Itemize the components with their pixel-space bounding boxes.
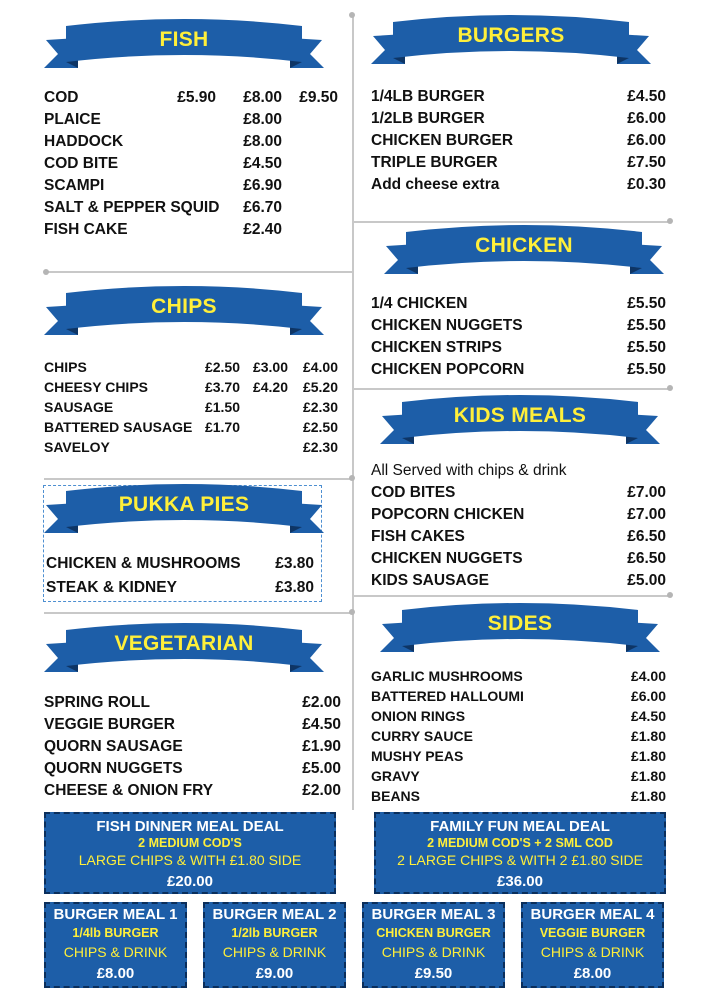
menu-row: [44, 155, 344, 177]
menu-row: [371, 132, 666, 154]
menu-row: [371, 688, 666, 708]
item-price: £1.80: [630, 768, 666, 784]
item-name: MUSHY PEAS: [371, 748, 464, 764]
pies-section: [46, 555, 316, 603]
menu-row: [371, 788, 666, 808]
item-price: £5.50: [627, 361, 666, 378]
section-divider: [354, 388, 670, 390]
item-name: CHEESE & ONION FRY: [44, 782, 214, 799]
item-price: £2.30: [302, 399, 338, 415]
item-name: 1/4 CHICKEN: [371, 295, 468, 312]
deal-line: 2 LARGE CHIPS & WITH 2 £1.80 SIDE: [397, 852, 643, 868]
divider-dot: [667, 592, 673, 598]
section-divider: [354, 595, 670, 597]
item-price: £1.50: [204, 399, 240, 415]
deal-line: 2 MEDIUM COD'S + 2 SML COD: [427, 836, 613, 850]
item-price: £6.00: [627, 132, 666, 149]
vegetarian-section: [44, 694, 341, 804]
divider-dot: [349, 475, 355, 481]
item-name: 1/4LB BURGER: [371, 88, 485, 105]
deal-price: £8.00: [573, 965, 612, 982]
item-price: £2.00: [302, 694, 341, 711]
chicken-title: CHICKEN: [475, 234, 573, 257]
item-price: £0.30: [627, 176, 666, 193]
item-price: £1.80: [630, 728, 666, 744]
menu-row: [371, 768, 666, 788]
item-name: CHIPS: [44, 359, 87, 375]
deal-title: BURGER MEAL 2: [212, 906, 337, 923]
item-name: CHICKEN NUGGETS: [371, 550, 523, 567]
divider-dot: [349, 609, 355, 615]
item-price: £7.00: [627, 484, 666, 501]
item-price: £3.80: [275, 555, 314, 572]
fish-title: FISH: [159, 28, 209, 51]
kids-section: [371, 462, 666, 594]
deal-item: VEGGIE BURGER: [539, 926, 646, 940]
item-price: £5.50: [627, 339, 666, 356]
menu-row: [371, 550, 666, 572]
deal-price: £8.00: [96, 965, 135, 982]
menu-row: [371, 484, 666, 506]
item-name: VEGGIE BURGER: [44, 716, 175, 733]
item-name: GARLIC MUSHROOMS: [371, 668, 523, 684]
item-price: £4.50: [243, 155, 282, 172]
item-name: CURRY SAUCE: [371, 728, 473, 744]
burger-meal-2: [203, 902, 346, 988]
menu-row: [371, 295, 666, 317]
item-name: BEANS: [371, 788, 421, 804]
deal-extra: CHIPS & DRINK: [63, 944, 168, 960]
item-name: COD BITES: [371, 484, 456, 501]
kids-title: KIDS MEALS: [453, 404, 587, 427]
item-name: FISH CAKE: [44, 221, 128, 238]
item-price: £1.90: [302, 738, 341, 755]
item-name: COD: [44, 89, 79, 106]
menu-row: [371, 176, 666, 198]
menu-row: [46, 555, 316, 579]
menu-row: [371, 110, 666, 132]
item-price: £5.20: [302, 379, 338, 395]
item-name: QUORN NUGGETS: [44, 760, 183, 777]
deal-title: BURGER MEAL 1: [53, 906, 178, 923]
menu-row: [371, 728, 666, 748]
item-name: KIDS SAUSAGE: [371, 572, 489, 589]
menu-row: [44, 782, 341, 804]
item-price: £6.50: [627, 550, 666, 567]
menu-row: [371, 748, 666, 768]
menu-row: [44, 221, 344, 243]
item-price: £2.50: [204, 359, 240, 375]
menu-row: [371, 668, 666, 688]
item-price: £9.50: [299, 89, 338, 106]
item-name: SCAMPI: [44, 177, 105, 194]
family-fun-deal: [374, 812, 666, 894]
fish-banner: [44, 16, 324, 80]
menu-row: [46, 579, 316, 603]
burger-meal-3: [362, 902, 505, 988]
divider-dot: [43, 269, 49, 275]
deal-title: BURGER MEAL 3: [371, 906, 496, 923]
item-name: COD BITE: [44, 155, 119, 172]
divider-dot: [349, 12, 355, 18]
section-divider: [44, 271, 352, 273]
menu-row: [44, 89, 344, 111]
deal-price: £36.00: [497, 873, 543, 890]
chicken-banner: [384, 222, 664, 286]
item-price: £4.00: [630, 668, 666, 684]
item-price: £2.00: [302, 782, 341, 799]
item-name: 1/2LB BURGER: [371, 110, 485, 127]
item-name: SPRING ROLL: [44, 694, 150, 711]
item-name: Add cheese extra: [371, 176, 500, 193]
chips-title: CHIPS: [151, 295, 217, 318]
divider-dot: [667, 218, 673, 224]
vegetarian-banner: [44, 620, 324, 684]
chips-banner: [44, 283, 324, 347]
item-price: £5.00: [302, 760, 341, 777]
menu-row: [44, 439, 344, 459]
deal-item: 1/4lb BURGER: [72, 926, 159, 940]
menu-row: [44, 199, 344, 221]
item-name: HADDOCK: [44, 133, 124, 150]
item-name: CHICKEN POPCORN: [371, 361, 525, 378]
item-price: £6.50: [627, 528, 666, 545]
item-name: SAUSAGE: [44, 399, 114, 415]
kids-banner: [380, 392, 660, 456]
sides-banner: [380, 600, 660, 664]
menu-row: [371, 339, 666, 361]
section-divider: [44, 478, 352, 480]
chicken-section: [371, 295, 666, 383]
item-name: CHICKEN & MUSHROOMS: [46, 555, 241, 572]
deal-price: £20.00: [167, 873, 213, 890]
fish-dinner-deal: [44, 812, 336, 894]
menu-row: [371, 708, 666, 728]
item-price: £5.00: [627, 572, 666, 589]
column-divider: [352, 14, 354, 810]
menu-row: [44, 694, 341, 716]
item-price: £1.70: [204, 419, 240, 435]
menu-row: [44, 133, 344, 155]
deal-extra: CHIPS & DRINK: [222, 944, 327, 960]
item-price: £6.90: [243, 177, 282, 194]
burger-meal-1: [44, 902, 187, 988]
item-price: £8.00: [243, 111, 282, 128]
item-name: CHICKEN BURGER: [371, 132, 514, 149]
deal-title: FISH DINNER MEAL DEAL: [96, 818, 284, 835]
menu-row: [371, 154, 666, 176]
item-price: £4.20: [252, 379, 288, 395]
item-name: GRAVY: [371, 768, 420, 784]
item-name: QUORN SAUSAGE: [44, 738, 183, 755]
item-name: FISH CAKES: [371, 528, 465, 545]
item-name: STEAK & KIDNEY: [46, 579, 177, 596]
burgers-banner: [371, 12, 651, 76]
item-name: CHICKEN STRIPS: [371, 339, 502, 356]
menu-row: [371, 572, 666, 594]
item-price: £8.00: [243, 133, 282, 150]
item-price: £3.80: [275, 579, 314, 596]
menu-row: [44, 379, 344, 399]
item-price: £4.50: [630, 708, 666, 724]
vegetarian-title: VEGETARIAN: [114, 632, 254, 655]
deal-line: LARGE CHIPS & WITH £1.80 SIDE: [78, 852, 302, 868]
item-price: £4.50: [302, 716, 341, 733]
item-name: TRIPLE BURGER: [371, 154, 498, 171]
item-price: £8.00: [243, 89, 282, 106]
menu-row: [371, 506, 666, 528]
pies-banner: [44, 481, 324, 545]
divider-dot: [667, 385, 673, 391]
deal-item: CHICKEN BURGER: [376, 926, 491, 940]
fish-section: [44, 89, 344, 243]
menu-row: [371, 361, 666, 383]
item-price: £5.90: [177, 89, 216, 106]
item-price: £1.80: [630, 788, 666, 804]
item-price: £3.70: [204, 379, 240, 395]
item-price: £4.50: [627, 88, 666, 105]
item-price: £4.00: [302, 359, 338, 375]
item-price: £6.70: [243, 199, 282, 216]
burgers-section: [371, 88, 666, 198]
chips-section: [44, 359, 344, 459]
item-price: £7.50: [627, 154, 666, 171]
deal-title: FAMILY FUN MEAL DEAL: [430, 818, 610, 835]
item-price: £2.50: [302, 419, 338, 435]
item-price: £7.00: [627, 506, 666, 523]
item-name: SALT & PEPPER SQUID: [44, 199, 220, 216]
burgers-title: BURGERS: [457, 24, 565, 47]
deal-extra: CHIPS & DRINK: [540, 944, 645, 960]
menu-row: [371, 317, 666, 339]
deal-line: 2 MEDIUM COD'S: [138, 836, 242, 850]
sides-title: SIDES: [487, 612, 553, 635]
item-price: £2.40: [243, 221, 282, 238]
item-name: SAVELOY: [44, 439, 110, 455]
deal-price: £9.50: [414, 965, 453, 982]
deal-item: 1/2lb BURGER: [231, 926, 318, 940]
section-divider: [44, 612, 352, 614]
menu-row: [44, 359, 344, 379]
burger-meal-4: [521, 902, 664, 988]
item-price: £5.50: [627, 295, 666, 312]
sides-section: [371, 668, 666, 808]
deal-extra: CHIPS & DRINK: [381, 944, 486, 960]
menu-row: [44, 111, 344, 133]
menu-row: [44, 399, 344, 419]
menu-row: [371, 88, 666, 110]
deal-title: BURGER MEAL 4: [530, 906, 655, 923]
menu-row: [44, 177, 344, 199]
menu-row: [44, 760, 341, 782]
menu-row: [371, 528, 666, 550]
menu-row: [44, 419, 344, 439]
item-name: CHEESY CHIPS: [44, 379, 148, 395]
item-price: £6.00: [627, 110, 666, 127]
item-name: PLAICE: [44, 111, 101, 128]
deal-price: £9.00: [255, 965, 294, 982]
item-price: £6.00: [630, 688, 666, 704]
item-price: £3.00: [252, 359, 288, 375]
item-price: £5.50: [627, 317, 666, 334]
kids-note: All Served with chips & drink: [371, 462, 567, 479]
item-price: £2.30: [302, 439, 338, 455]
pies-title: PUKKA PIES: [118, 493, 250, 516]
item-name: BATTERED HALLOUMI: [371, 688, 524, 704]
item-price: £1.80: [630, 748, 666, 764]
item-name: CHICKEN NUGGETS: [371, 317, 523, 334]
menu-row: [44, 738, 341, 760]
item-name: ONION RINGS: [371, 708, 466, 724]
menu-row: [44, 716, 341, 738]
item-name: POPCORN CHICKEN: [371, 506, 525, 523]
item-name: BATTERED SAUSAGE: [44, 419, 193, 435]
